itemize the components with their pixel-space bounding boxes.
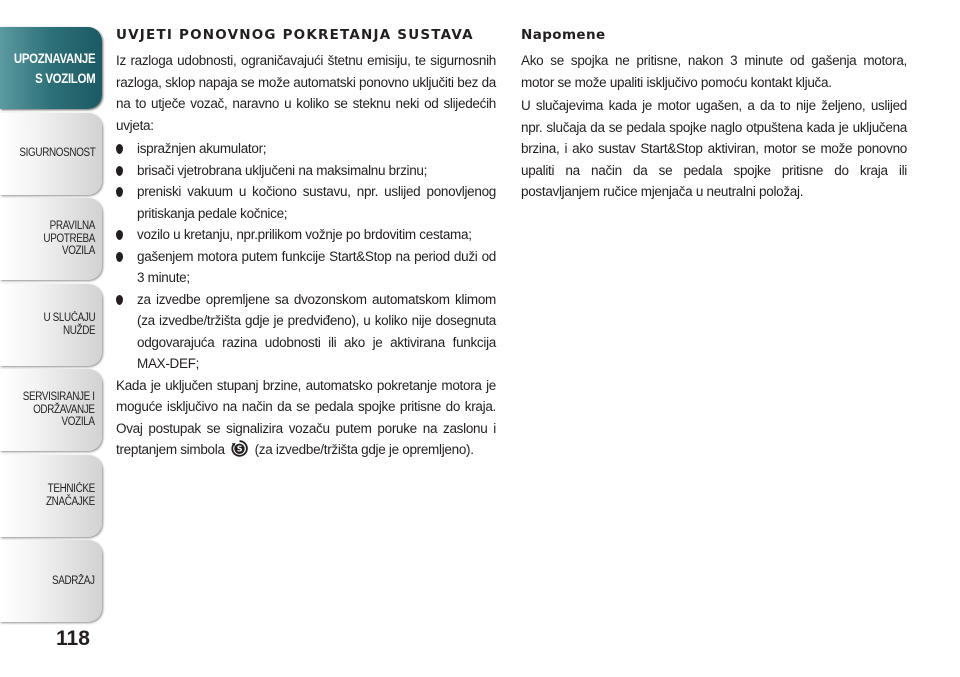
- left-column: [116, 27, 496, 461]
- page-number: 118: [56, 627, 90, 650]
- tab-label: TEHNIČKE ZNAČAJKE: [46, 483, 95, 508]
- tab-servisiranje[interactable]: [0, 369, 102, 451]
- notes-heading: Napomene: [521, 27, 606, 43]
- list-item: preniski vakuum u kočiono sustavu, npr. uslijed ponovljenog pritiskanja pedale kočnice;: [116, 181, 496, 224]
- bullet-icon: [116, 187, 123, 197]
- list-item: gašenjem motora putem funkcije Start&Stop na period duži od 3 minute;: [116, 246, 496, 289]
- tab-label: SADRŽAJ: [52, 574, 95, 587]
- tab-label: UPOZNAVANJE S VOZILOM: [13, 50, 95, 86]
- outro-paragraph: Kada je uključen stupanj brzine, automatsko pokretanje motora je moguće isključivo na način da se pedala spojke pritisne do kraja. Ovaj postupak se signalizira vozaču putem poruke na zaslonu i treptanjem simbola S (za izvedbe/tržišta gdje je opremljeno).: [116, 377, 496, 457]
- tab-sigurnosnost[interactable]: [0, 113, 102, 195]
- section-heading: UVJETI PONOVNOG POKRETANJA SUSTAVA: [116, 27, 474, 43]
- intro-paragraph: Iz razloga udobnosti, ograničavajući štetnu emisiju, te sigurnosnih razloga, sklop napaja se može automatski ponovno uključiti bez da na to utječe vozač, naravno u koliko se steknu neki od slijedećih uvjeta:: [116, 53, 496, 133]
- tab-tehnicke-znacajke[interactable]: [0, 455, 102, 537]
- list-item: ispražnjen akumulator;: [116, 138, 496, 160]
- tab-sadrzaj[interactable]: [0, 540, 102, 622]
- list-item: vozilo u kretanju, npr.prilikom vožnje po brdovitim cestama;: [116, 224, 496, 246]
- bullet-icon: [116, 295, 123, 305]
- tab-pravilna-upotreba[interactable]: [0, 198, 102, 280]
- start-stop-icon: [231, 440, 248, 457]
- tab-upoznavanje-s-vozilom[interactable]: [0, 27, 102, 109]
- bullet-icon: [116, 230, 123, 240]
- tab-label: PRAVILNA UPOTREBA VOZILA: [43, 220, 95, 258]
- note-paragraph: U slučajevima kada je motor ugašen, a da to nije željeno, uslijed npr. slučaja da se pedala spojke naglo otpuštena kada je uključena brzina, i ako sustav Start&Stop aktiviran, motor se može ponovno upaliti na način da se pedala spojke pritisne do kraja ili postavljanjem ručice mjenjača u neutralni položaj.: [521, 98, 907, 199]
- bullet-icon: [116, 252, 123, 262]
- tab-u-slucaju-nuzde[interactable]: [0, 284, 102, 366]
- bullet-icon: [116, 166, 123, 176]
- right-column: [521, 27, 907, 205]
- tab-label: SIGURNOSNOST: [18, 147, 95, 160]
- list-item: za izvedbe opremljene sa dvozonskom automatskom klimom (za izvedbe/tržišta gdje je predviđeno), u koliko nije dosegnuta odgovarajuća razina udobnosti ili ako je aktivirana funkcija MAX-DEF;: [116, 289, 496, 375]
- chapter-sidebar: [0, 27, 102, 626]
- note-paragraph: Ako se spojka ne pritisne, nakon 3 minute od gašenja motora, motor se može upaliti isključivo pomoću kontakt ključa.: [521, 53, 907, 90]
- list-item: brisači vjetrobrana uključeni na maksimalnu brzinu;: [116, 160, 496, 182]
- bullet-icon: [116, 144, 123, 154]
- tab-label: SERVISIRANJE I ODRŽAVANJE VOZILA: [23, 391, 95, 429]
- svg-text:S: S: [236, 444, 243, 454]
- conditions-list: [116, 138, 496, 375]
- tab-label: U SLUČAJU NUŽDE: [43, 312, 95, 337]
